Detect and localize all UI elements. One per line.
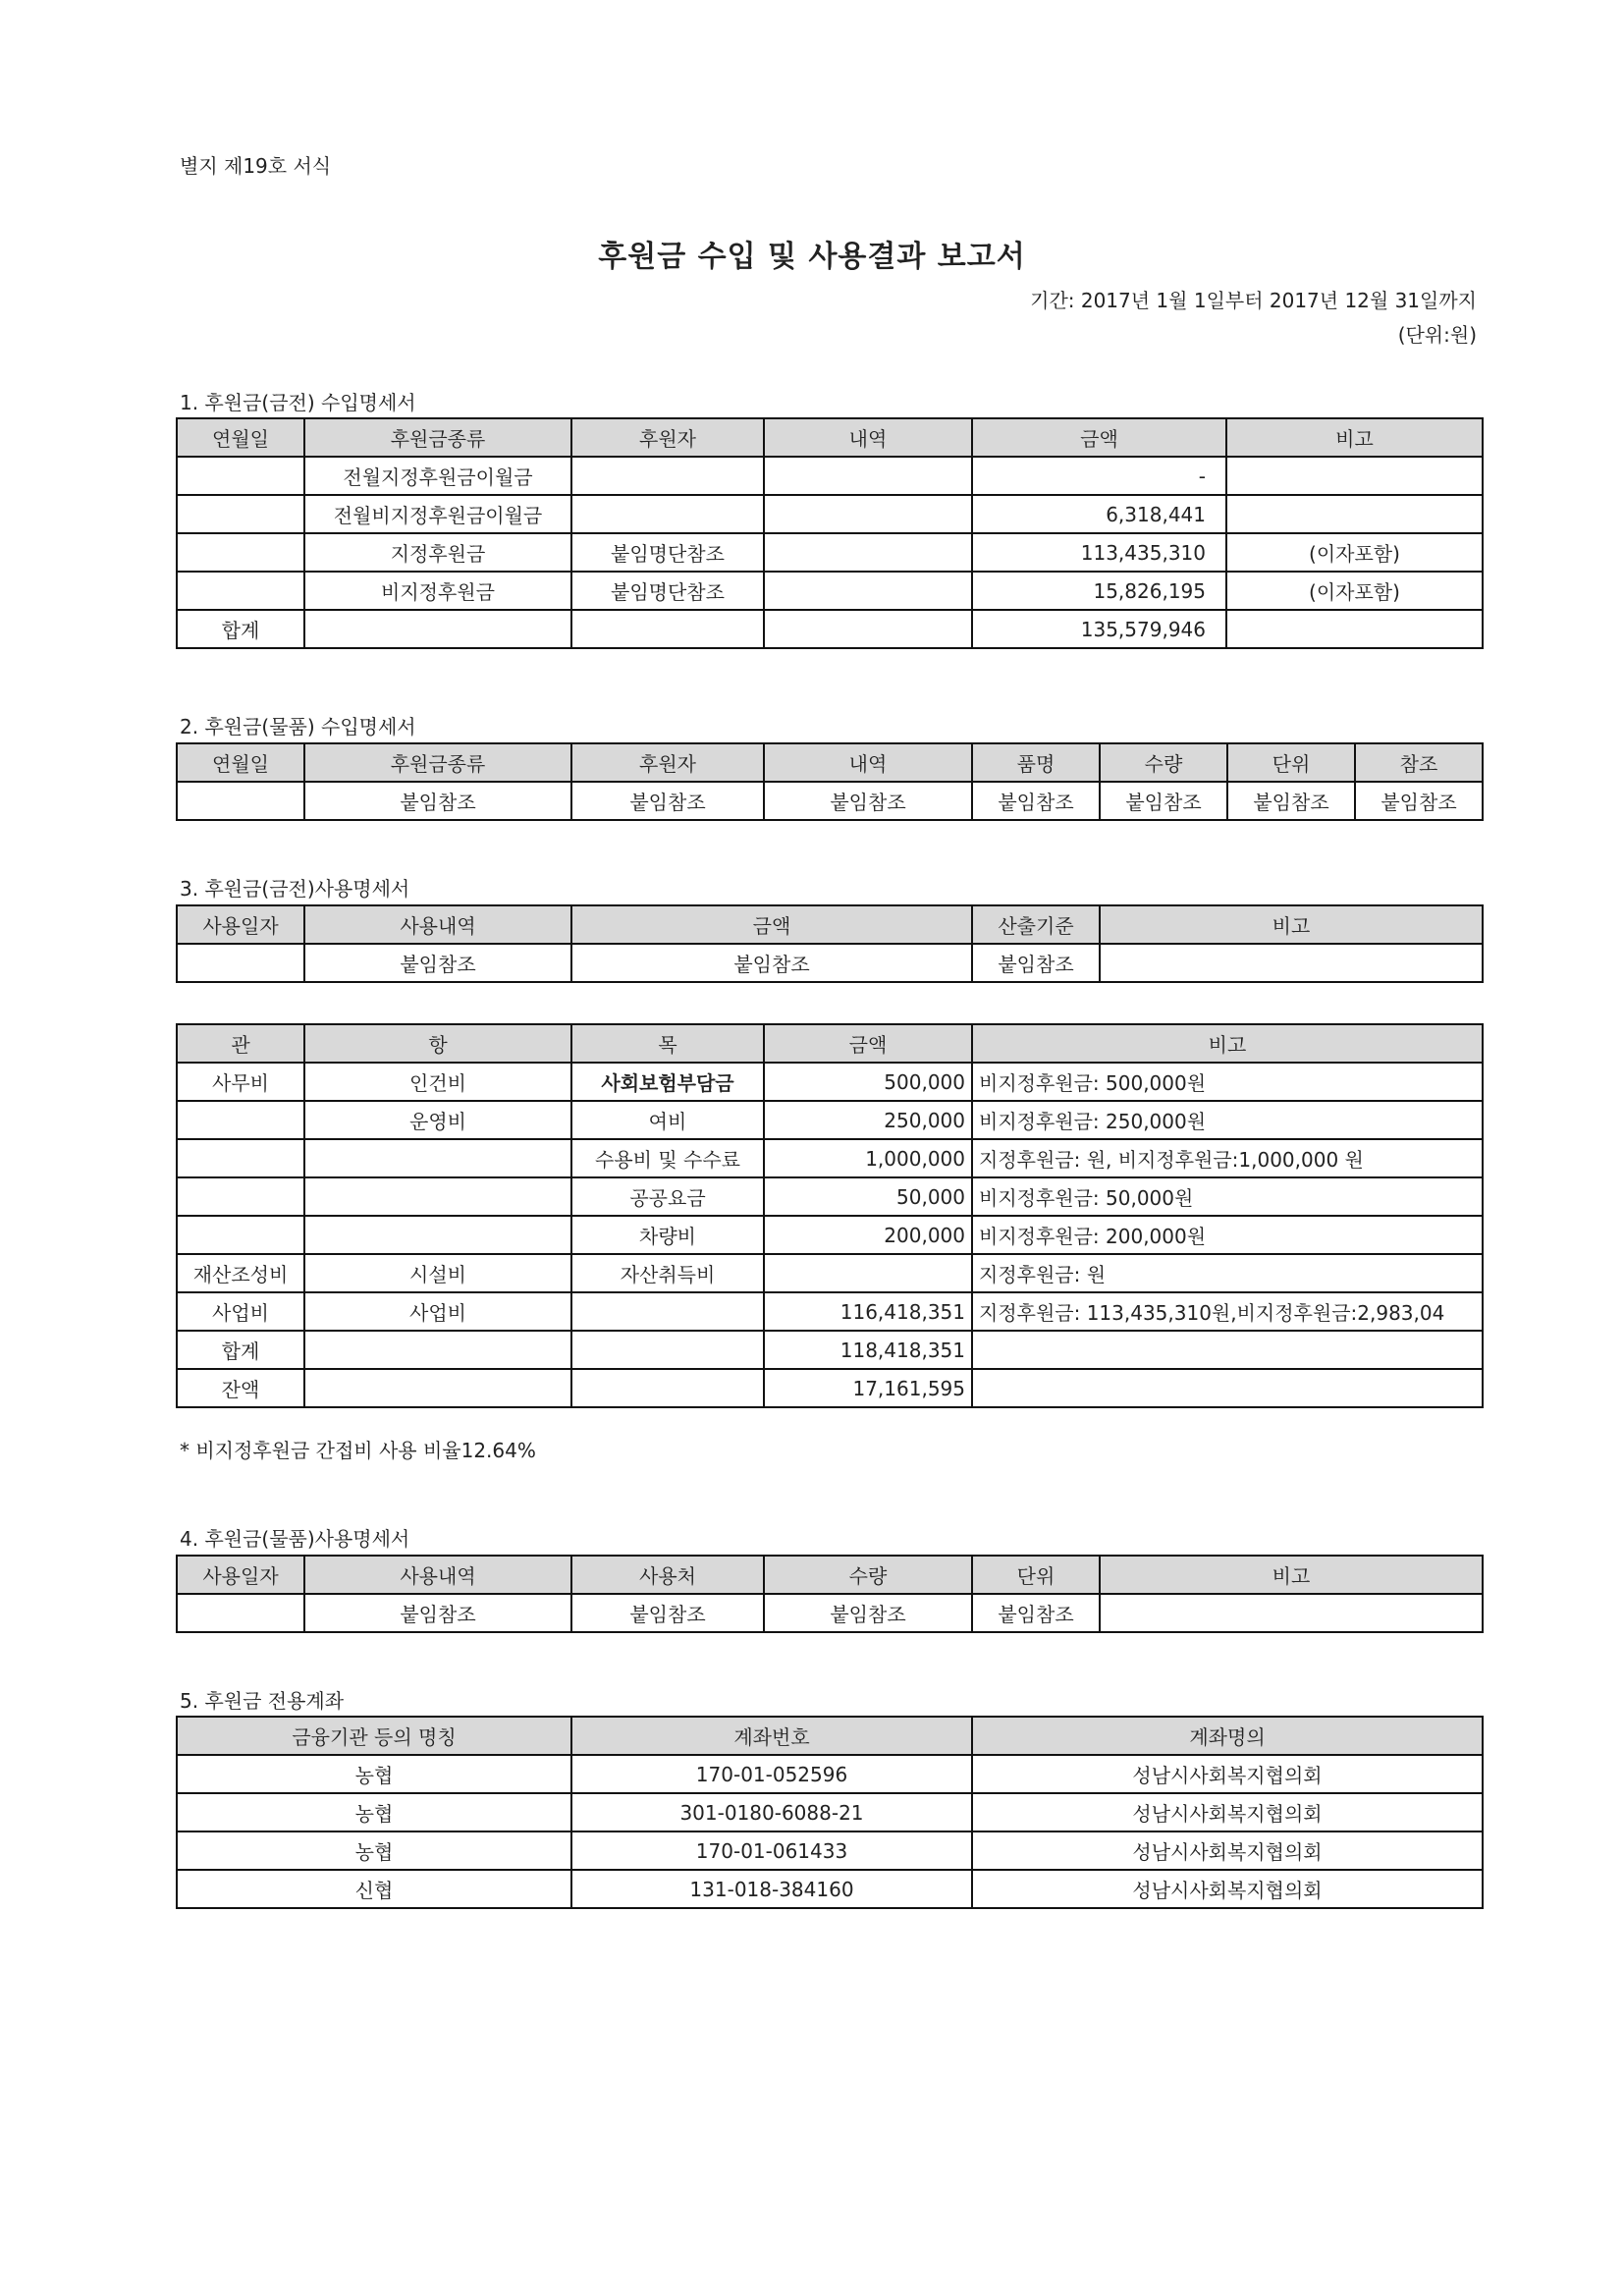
detail-cell	[764, 610, 972, 648]
hang-cell: 인건비	[304, 1063, 571, 1101]
account-number-cell: 170-01-061433	[571, 1831, 972, 1870]
header-cell: 후원자	[571, 743, 764, 782]
gwan-cell: 사무비	[177, 1063, 304, 1101]
total-row	[177, 1331, 1483, 1369]
table-cell	[1100, 1594, 1483, 1632]
page-title: 후원금 수입 및 사용결과 보고서	[598, 240, 1026, 274]
table-row	[177, 457, 1483, 495]
hang-cell: 시설비	[304, 1254, 571, 1292]
cash-income-table	[176, 417, 1484, 649]
gwan-cell: 합계	[177, 1331, 304, 1369]
header-cell: 관	[177, 1024, 304, 1063]
bank-name-cell: 신협	[177, 1870, 571, 1908]
table-cell	[177, 944, 304, 982]
indirect-cost-footnote: * 비지정후원금 간접비 사용 비율12.64%	[180, 1439, 536, 1462]
header-cell: 수량	[764, 1556, 972, 1594]
detail-cell	[764, 572, 972, 610]
bank-name-cell: 농협	[177, 1755, 571, 1793]
table-row	[177, 944, 1483, 982]
table-cell: 붙임참조	[972, 944, 1100, 982]
table-row	[177, 1063, 1483, 1101]
amount-cell: 118,418,351	[764, 1331, 972, 1369]
header-cell: 연월일	[177, 743, 304, 782]
table-header-row	[177, 1024, 1483, 1063]
header-cell: 항	[304, 1024, 571, 1063]
donor-cell: 붙임명단참조	[571, 533, 764, 572]
account-holder-cell: 성남시사회복지협의회	[972, 1870, 1483, 1908]
donor-cell	[571, 457, 764, 495]
account-holder-cell: 성남시사회복지협의회	[972, 1755, 1483, 1793]
header-cell: 후원자	[571, 418, 764, 457]
table-row	[177, 533, 1483, 572]
unit-label: (단위:원)	[1397, 323, 1477, 347]
type-cell: 전월지정후원금이월금	[304, 457, 571, 495]
table-row	[177, 572, 1483, 610]
header-cell: 금액	[571, 905, 972, 944]
total-row	[177, 610, 1483, 648]
table-row	[177, 1594, 1483, 1632]
header-cell: 수량	[1100, 743, 1227, 782]
account-number-cell: 170-01-052596	[571, 1755, 972, 1793]
header-cell: 금융기관 등의 명칭	[177, 1717, 571, 1755]
gwan-cell: 재산조성비	[177, 1254, 304, 1292]
table-row	[177, 1139, 1483, 1177]
balance-row	[177, 1369, 1483, 1407]
table-header-row	[177, 905, 1483, 944]
table-row	[177, 1101, 1483, 1139]
table-cell: 붙임참조	[571, 782, 764, 820]
header-cell: 비고	[1100, 905, 1483, 944]
table-cell: 붙임참조	[1100, 782, 1227, 820]
detail-cell	[764, 495, 972, 533]
table-header-row	[177, 1717, 1483, 1755]
hang-cell	[304, 1331, 571, 1369]
mok-cell: 차량비	[571, 1216, 764, 1254]
header-cell: 후원금종류	[304, 418, 571, 457]
table-cell	[1100, 944, 1483, 982]
note-cell	[972, 1331, 1483, 1369]
amount-cell: 50,000	[764, 1177, 972, 1216]
note-cell: 지정후원금: 원	[972, 1254, 1483, 1292]
type-cell: 지정후원금	[304, 533, 571, 572]
note-cell: 비지정후원금: 500,000원	[972, 1063, 1483, 1101]
gwan-cell	[177, 1177, 304, 1216]
section-3-title: 3. 후원금(금전)사용명세서	[180, 877, 410, 901]
account-holder-cell: 성남시사회복지협의회	[972, 1831, 1483, 1870]
header-cell: 사용일자	[177, 905, 304, 944]
note-cell: 비지정후원금: 200,000원	[972, 1216, 1483, 1254]
header-cell: 계좌명의	[972, 1717, 1483, 1755]
date-cell	[177, 572, 304, 610]
amount-cell: 135,579,946	[972, 610, 1226, 648]
table-header-row	[177, 418, 1483, 457]
hang-cell	[304, 1177, 571, 1216]
header-cell: 내역	[764, 418, 972, 457]
form-id: 별지 제19호 서식	[180, 154, 332, 178]
note-cell: 지정후원금: 원, 비지정후원금:1,000,000 원	[972, 1139, 1483, 1177]
gwan-cell	[177, 1101, 304, 1139]
table-cell: 붙임참조	[304, 782, 571, 820]
amount-cell: 6,318,441	[972, 495, 1226, 533]
date-cell	[177, 533, 304, 572]
mok-cell: 자산취득비	[571, 1254, 764, 1292]
table-row	[177, 1292, 1483, 1331]
bank-name-cell: 농협	[177, 1793, 571, 1831]
section-2-title: 2. 후원금(물품) 수입명세서	[180, 715, 416, 738]
date-cell: 합계	[177, 610, 304, 648]
note-cell	[972, 1369, 1483, 1407]
table-cell: 붙임참조	[1355, 782, 1483, 820]
gwan-cell: 잔액	[177, 1369, 304, 1407]
account-number-cell: 301-0180-6088-21	[571, 1793, 972, 1831]
note-cell: (이자포함)	[1226, 572, 1483, 610]
usage-breakdown-table	[176, 1023, 1484, 1408]
table-row	[177, 1755, 1483, 1793]
table-cell: 붙임참조	[972, 1594, 1100, 1632]
account-holder-cell: 성남시사회복지협의회	[972, 1793, 1483, 1831]
hang-cell: 운영비	[304, 1101, 571, 1139]
gwan-cell: 사업비	[177, 1292, 304, 1331]
table-header-row	[177, 1556, 1483, 1594]
table-cell: 붙임참조	[304, 1594, 571, 1632]
detail-cell	[764, 533, 972, 572]
goods-income-table	[176, 742, 1484, 821]
header-cell: 금액	[972, 418, 1226, 457]
amount-cell: 15,826,195	[972, 572, 1226, 610]
header-cell: 연월일	[177, 418, 304, 457]
table-cell: 붙임참조	[1227, 782, 1355, 820]
header-cell: 단위	[972, 1556, 1100, 1594]
amount-cell: 113,435,310	[972, 533, 1226, 572]
header-cell: 단위	[1227, 743, 1355, 782]
section-4-title: 4. 후원금(물품)사용명세서	[180, 1527, 410, 1551]
header-cell: 참조	[1355, 743, 1483, 782]
table-cell: 붙임참조	[972, 782, 1100, 820]
cash-usage-table	[176, 904, 1484, 983]
table-cell: 붙임참조	[304, 944, 571, 982]
hang-cell: 사업비	[304, 1292, 571, 1331]
note-cell: 비지정후원금: 250,000원	[972, 1101, 1483, 1139]
account-number-cell: 131-018-384160	[571, 1870, 972, 1908]
bank-account-table	[176, 1716, 1484, 1909]
amount-cell: 500,000	[764, 1063, 972, 1101]
header-cell: 산출기준	[972, 905, 1100, 944]
header-cell: 금액	[764, 1024, 972, 1063]
detail-cell	[764, 457, 972, 495]
amount-cell: 17,161,595	[764, 1369, 972, 1407]
header-cell: 계좌번호	[571, 1717, 972, 1755]
report-period: 기간: 2017년 1월 1일부터 2017년 12월 31일까지	[1030, 289, 1477, 312]
date-cell	[177, 457, 304, 495]
mok-cell	[571, 1292, 764, 1331]
header-cell: 후원금종류	[304, 743, 571, 782]
note-cell	[1226, 457, 1483, 495]
type-cell: 전월비지정후원금이월금	[304, 495, 571, 533]
table-header-row	[177, 743, 1483, 782]
amount-cell	[764, 1254, 972, 1292]
hang-cell	[304, 1369, 571, 1407]
header-cell: 비고	[1100, 1556, 1483, 1594]
hang-cell	[304, 1139, 571, 1177]
amount-cell: 1,000,000	[764, 1139, 972, 1177]
donor-cell: 붙임명단참조	[571, 572, 764, 610]
amount-cell: 250,000	[764, 1101, 972, 1139]
table-cell: 붙임참조	[571, 1594, 764, 1632]
note-cell	[1226, 495, 1483, 533]
mok-cell: 수용비 및 수수료	[571, 1139, 764, 1177]
note-cell	[1226, 610, 1483, 648]
table-cell: 붙임참조	[764, 1594, 972, 1632]
gwan-cell	[177, 1139, 304, 1177]
table-row	[177, 1831, 1483, 1870]
note-cell: (이자포함)	[1226, 533, 1483, 572]
section-5-title: 5. 후원금 전용계좌	[180, 1689, 345, 1713]
header-cell: 사용처	[571, 1556, 764, 1594]
gwan-cell	[177, 1216, 304, 1254]
header-cell: 내역	[764, 743, 972, 782]
section-1-title: 1. 후원금(금전) 수입명세서	[180, 391, 416, 414]
header-cell: 사용내역	[304, 1556, 571, 1594]
note-cell: 비지정후원금: 50,000원	[972, 1177, 1483, 1216]
mok-cell: 공공요금	[571, 1177, 764, 1216]
table-row	[177, 1254, 1483, 1292]
header-cell: 품명	[972, 743, 1100, 782]
mok-cell	[571, 1369, 764, 1407]
table-row	[177, 495, 1483, 533]
table-row	[177, 1793, 1483, 1831]
mok-cell: 여비	[571, 1101, 764, 1139]
goods-usage-table	[176, 1555, 1484, 1633]
bank-name-cell: 농협	[177, 1831, 571, 1870]
header-cell: 비고	[972, 1024, 1483, 1063]
table-row	[177, 1870, 1483, 1908]
header-cell: 사용내역	[304, 905, 571, 944]
table-row	[177, 782, 1483, 820]
amount-cell: 200,000	[764, 1216, 972, 1254]
amount-cell: 116,418,351	[764, 1292, 972, 1331]
amount-cell: -	[972, 457, 1226, 495]
table-row	[177, 1216, 1483, 1254]
type-cell: 비지정후원금	[304, 572, 571, 610]
table-cell	[177, 782, 304, 820]
table-cell	[177, 1594, 304, 1632]
type-cell	[304, 610, 571, 648]
mok-cell: 사회보험부담금	[571, 1063, 764, 1101]
note-cell: 지정후원금: 113,435,310원,비지정후원금:2,983,04	[972, 1292, 1483, 1331]
table-cell: 붙임참조	[764, 782, 972, 820]
date-cell	[177, 495, 304, 533]
donor-cell	[571, 495, 764, 533]
table-cell: 붙임참조	[571, 944, 972, 982]
donor-cell	[571, 610, 764, 648]
table-row	[177, 1177, 1483, 1216]
header-cell: 비고	[1226, 418, 1483, 457]
header-cell: 목	[571, 1024, 764, 1063]
mok-cell	[571, 1331, 764, 1369]
hang-cell	[304, 1216, 571, 1254]
header-cell: 사용일자	[177, 1556, 304, 1594]
